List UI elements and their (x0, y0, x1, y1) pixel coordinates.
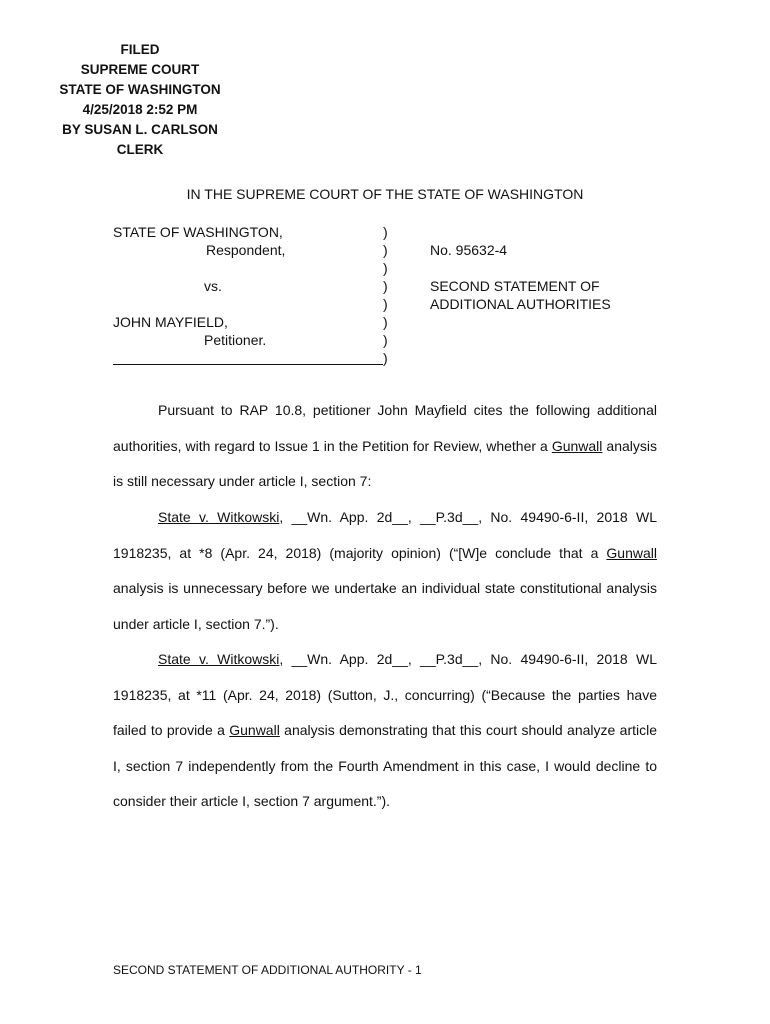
caption-parens: ) ) ) ) ) ) ) ) (383, 224, 388, 366)
versus-label: vs. (204, 278, 222, 294)
case-name: State v. Witkowski (158, 509, 280, 525)
stamp-line: CLERK (116, 142, 164, 157)
stamp-line: BY SUSAN L. CARLSON (62, 122, 218, 137)
gunwall-reference: Gunwall (551, 437, 603, 454)
intro-paragraph: Pursuant to RAP 10.8, petitioner John Mayfield cites the following additional authorities, with regard to Issue 1 in the Petition for Review, whether a Gunwall analysis is still necessary under article I, section 7: (113, 402, 658, 489)
filing-stamp (40, 40, 240, 160)
caption-rule (113, 364, 383, 365)
gunwall-reference: Gunwall (229, 722, 280, 738)
stamp-line: STATE OF WASHINGTON (59, 82, 221, 97)
stamp-line: SUPREME COURT (80, 62, 200, 77)
plaintiff-name: STATE OF WASHINGTON, (113, 224, 283, 240)
defendant-role: Petitioner. (204, 332, 267, 348)
case-name: State v. Witkowski (158, 651, 280, 667)
citation-majority: State v. Witkowski, __Wn. App. 2d__, __P.3d__, No. 49490-6-II, 2018 WL 1918235, at *8 (Apr. 24, 2018) (majority opinion) (“[W]e conclude that a Gunwall analysis is unnecessary before we undertake an individual state constitutional analysis under article I, section 7.”). (113, 509, 657, 632)
document-title-line1: SECOND STATEMENT OF (430, 278, 600, 294)
defendant-name: JOHN MAYFIELD, (113, 314, 228, 330)
page-footer: SECOND STATEMENT OF ADDITIONAL AUTHORITY - 1 (113, 963, 422, 977)
stamp-line: 4/25/2018 2:52 PM (82, 102, 198, 117)
case-number: No. 95632-4 (430, 242, 508, 258)
document-title-line2: ADDITIONAL AUTHORITIES (430, 296, 611, 312)
citation-concurring: State v. Witkowski, __Wn. App. 2d__, __P.3d__, No. 49490-6-II, 2018 WL 1918235, at *11 (Apr. 24, 2018) (Sutton, J., concurring) (“Because the parties have failed to provide a Gunwall analysis demonstrating that this court should analyze article I, section 7 independently from the Fourth Amendment in this case, I would decline to consider their article I, section 7 argument.”). (113, 651, 658, 809)
gunwall-reference: Gunwall (606, 544, 657, 561)
plaintiff-role: Respondent, (206, 242, 286, 258)
stamp-line: FILED (120, 42, 160, 57)
court-heading: IN THE SUPREME COURT OF THE STATE OF WASHINGTON (186, 186, 584, 202)
